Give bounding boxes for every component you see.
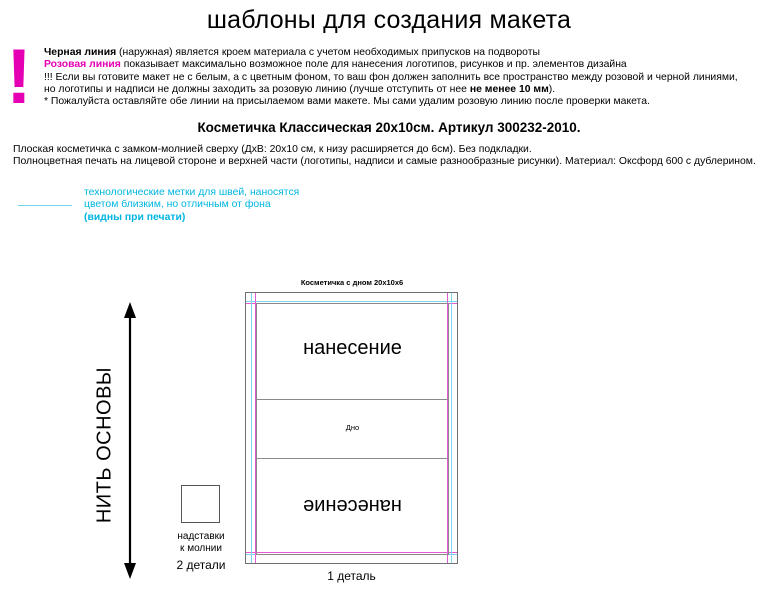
template-sheet xyxy=(245,292,458,564)
tech-mark-line-3: (видны при печати) xyxy=(84,211,186,223)
template-title: Косметичка с дном 20x10x6 xyxy=(300,278,404,287)
product-title: Косметичка Классическая 20x10см. Артикул 300232-2010. xyxy=(197,120,581,135)
tech-mark-top xyxy=(246,301,457,302)
zipper-tab-count: 2 детали xyxy=(176,558,226,572)
product-description xyxy=(13,144,756,169)
exclamation-icon: ! xyxy=(6,32,32,120)
note-keep-lines: * Пожалуйста оставляйте обе линии на присылаемом вами макете. Мы сами удалим розовую линию после проверки макета. xyxy=(44,96,650,108)
note-margin: но логотипы и надписи не должны заходить за розовую линию (лучше отступить от нее не менее 10 мм). xyxy=(44,83,556,95)
tech-mark-sample-line xyxy=(18,205,72,206)
template-count: 1 деталь xyxy=(327,569,376,583)
print-area-top: нанесение xyxy=(303,337,402,359)
tech-mark-legend xyxy=(84,187,299,224)
print-area-bottom: нанесение xyxy=(303,495,402,517)
tech-mark-line-1: технологические метки для швей, наносятся xyxy=(84,187,300,198)
zipper-tab-label-line-2: к молнии xyxy=(180,543,222,554)
note-black-line: Черная линия (наружная) является кроем материала с учетом необходимых припусков на подвороты xyxy=(44,47,540,58)
description-line-1: Плоская косметичка с замком-молнией сверху (ДxВ: 20x10 см, к низу расширяется до 6см). Без подкладки. xyxy=(13,144,532,155)
note-background: !!! Если вы готовите макет не с белым, а с цветным фоном, то ваш фон должен заполнить все пространство между розовой и черной линиями, xyxy=(44,71,738,83)
instructions-block xyxy=(44,47,738,108)
front-panel xyxy=(256,303,449,400)
back-panel xyxy=(256,458,449,555)
tech-mark-left xyxy=(251,293,252,563)
zipper-tab-label-line-1: надставки xyxy=(177,531,225,542)
bottom-panel xyxy=(256,399,449,459)
note-pink-line: Розовая линия показывает максимально возможное поле для нанесения логотипов, рисунков и пр. элементов дизайна xyxy=(44,59,627,71)
page-title: шаблоны для создания макета xyxy=(206,6,572,34)
bottom-label: Дно xyxy=(345,423,360,432)
tech-mark-line-2: цветом близким, но отличным от фона xyxy=(84,199,271,211)
description-line-2: Полноцветная печать на лицевой стороне и верхней части (логотипы, надписи и самые разнообразные рисунки). Материал: Оксфорд 600 с дублерином. xyxy=(13,156,756,168)
grain-arrow-icon xyxy=(120,302,140,580)
zipper-tab-label xyxy=(160,531,242,555)
zipper-tab-piece xyxy=(181,485,220,523)
tech-mark-right xyxy=(451,293,452,563)
